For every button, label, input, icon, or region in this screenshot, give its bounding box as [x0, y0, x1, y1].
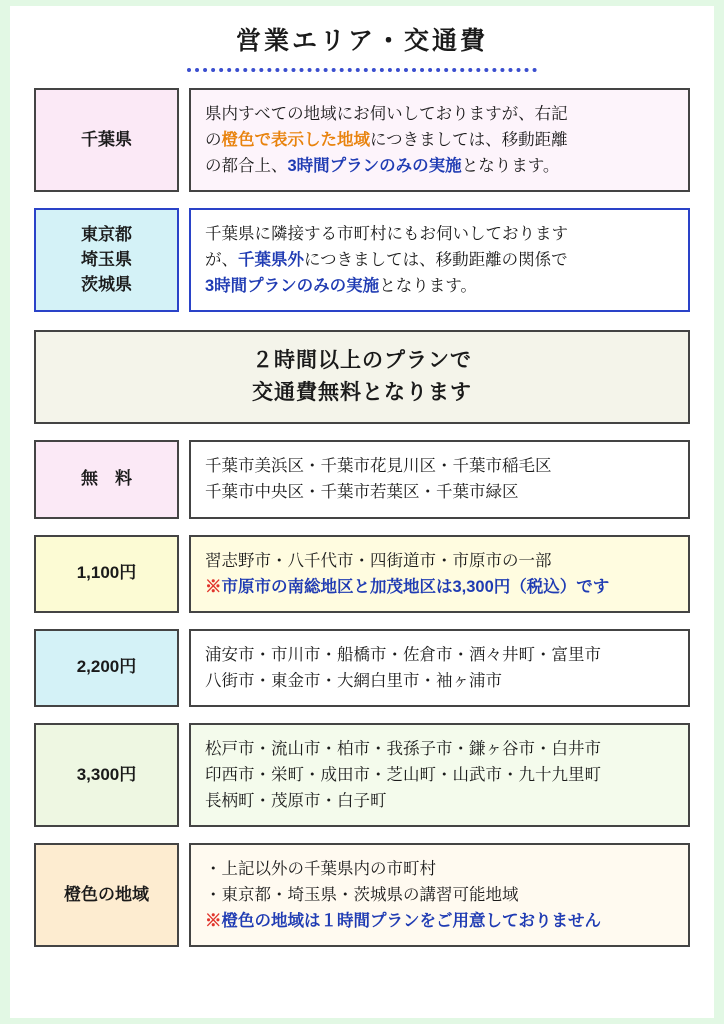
area-label-text: 東京都 埼玉県 茨城県 [81, 225, 132, 294]
fare-row [34, 843, 690, 947]
fare-area-line [205, 574, 676, 600]
fare-areas [189, 629, 690, 707]
fare-area-text: ・東京都・埼玉県・茨城県の講習可能地域 [205, 886, 519, 904]
fare-area-text: ・上記以外の千葉県内の市町村 [205, 859, 436, 878]
fare-price [34, 535, 179, 613]
banner-line-2: 交通費無料となります [252, 380, 472, 404]
fare-price-text: 無 料 [81, 469, 132, 489]
area-desc-line [205, 153, 676, 179]
fare-area-text: 松戸市・流山市・柏市・我孫子市・鎌ヶ谷市・白井市 [205, 739, 601, 758]
fare-area-line [205, 453, 676, 479]
fare-area-line [205, 736, 676, 762]
fare-price [34, 440, 179, 518]
document-body [10, 6, 714, 1018]
fare-area-line [205, 882, 676, 908]
fare-areas [189, 723, 690, 827]
area-desc-line [205, 127, 676, 153]
title-divider [187, 68, 537, 72]
fare-price-text: 橙色の地域 [64, 884, 149, 904]
free-transport-banner [34, 330, 690, 424]
fare-areas [189, 843, 690, 947]
area-desc-text: の都合上、 [205, 157, 288, 176]
fare-area-line [205, 788, 676, 814]
area-desc-text: が、 [205, 251, 238, 270]
area-label [34, 208, 179, 312]
fare-price [34, 723, 179, 827]
fare-area-line [205, 479, 676, 505]
fare-area-text: 千葉市中央区・千葉市若葉区・千葉市緑区 [205, 483, 519, 502]
area-desc-text: につきましては、移動距離 [370, 131, 568, 150]
service-area-section [34, 88, 690, 312]
area-desc-text: 3時間プランのみの実施 [287, 157, 462, 176]
fare-area-text: 長柄町・茂原市・白子町 [205, 791, 387, 810]
fare-price-text: 3,300円 [76, 764, 137, 784]
area-row [34, 208, 690, 312]
area-desc-line [205, 273, 676, 299]
area-desc-text: となります。 [461, 157, 560, 176]
fare-price-text: 1,100円 [76, 563, 137, 583]
area-desc-line [205, 247, 676, 273]
area-desc-line [205, 101, 676, 127]
area-desc-text: 橙色で表示した地域 [221, 131, 370, 150]
fare-area-text: 千葉市美浜区・千葉市花見川区・千葉市稲毛区 [205, 457, 552, 476]
fare-area-line [205, 548, 676, 574]
fare-area-text: 橙色の地域は１時間プランをご用意しておりません [221, 912, 601, 931]
fare-row [34, 440, 690, 518]
page-title: 営業エリア・交通費 [235, 27, 488, 55]
fare-row [34, 535, 690, 613]
fare-price [34, 629, 179, 707]
fare-area-line [205, 908, 676, 934]
fare-area-text: 八街市・東金市・大網白里市・袖ヶ浦市 [205, 671, 502, 690]
fare-area-text: 印西市・栄町・成田市・芝山町・山武市・九十九里町 [205, 765, 601, 784]
area-description [189, 208, 690, 312]
fare-price-text: 2,200円 [76, 657, 137, 677]
area-desc-text: となります。 [379, 277, 477, 296]
fare-area-line [205, 762, 676, 788]
fare-areas [189, 440, 690, 518]
area-row [34, 88, 690, 192]
fare-area-text: 浦安市・市川市・船橋市・佐倉市・酒々井町・富里市 [205, 645, 601, 664]
fare-area-text: ※ [205, 577, 222, 596]
fare-row [34, 723, 690, 827]
area-desc-text: の [205, 131, 222, 150]
fare-area-text: ※ [205, 912, 222, 931]
fare-areas [189, 535, 690, 613]
fare-area-line [205, 856, 676, 882]
area-desc-text: 千葉県外 [238, 251, 304, 270]
area-desc-text: につきましては、移動距離の関係で [304, 251, 568, 270]
area-label-text: 千葉県 [81, 129, 132, 149]
fare-area-line [205, 668, 676, 694]
area-description [189, 88, 690, 192]
fare-table-section [34, 440, 690, 947]
area-desc-text: 千葉県に隣接する市町村にもお伺いしております [205, 225, 568, 244]
fare-area-text: 市原市の南総地区と加茂地区は3,300円（税込）です [221, 577, 610, 596]
area-desc-text: 県内すべての地域にお伺いしておりますが、右記 [205, 105, 568, 123]
area-desc-text: 3時間プランのみの実施 [205, 277, 380, 296]
fare-price [34, 843, 179, 947]
fare-area-line [205, 642, 676, 668]
fare-area-text: 習志野市・八千代市・四街道市・市原市の一部 [205, 551, 552, 570]
banner-line-1: ２時間以上のプランで [252, 349, 472, 373]
area-label [34, 88, 179, 192]
fare-row [34, 629, 690, 707]
area-desc-line [205, 221, 676, 247]
